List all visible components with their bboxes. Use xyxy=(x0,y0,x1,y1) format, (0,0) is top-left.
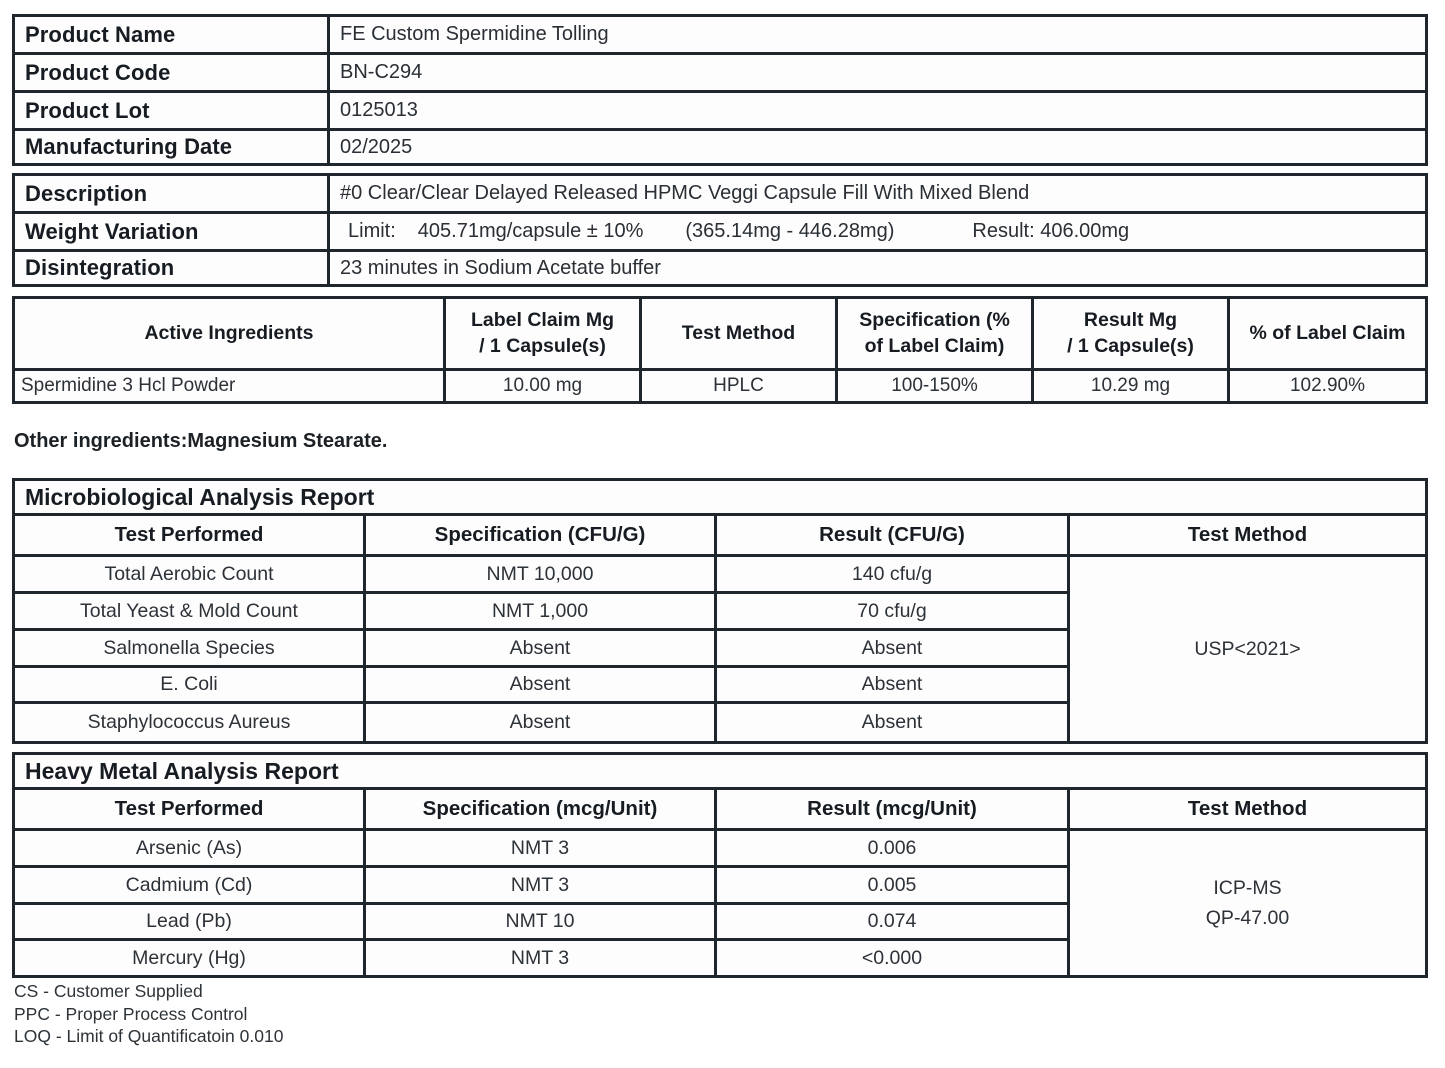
heavy-metal-analysis-table xyxy=(12,752,1428,978)
header-active-ingredients-line1: Active Ingredients xyxy=(144,321,314,344)
cell-result-mg: 10.29 mg xyxy=(1034,371,1230,401)
product-code-value: BN-C294 xyxy=(340,61,423,83)
cell-test-method: HPLC xyxy=(642,371,838,401)
micro-test-column xyxy=(15,557,366,741)
cell-percent-label-claim: 102.90% xyxy=(1289,375,1365,396)
header-micro-result: Result (CFU/G) xyxy=(717,516,1070,554)
weight-variation-value xyxy=(330,214,1425,249)
header-percent-label-claim xyxy=(1230,299,1425,368)
manufacturing-date-label: Manufacturing Date xyxy=(15,131,330,163)
header-label-claim-line2: / 1 Capsule(s) xyxy=(479,334,606,357)
other-ingredients-text: Other ingredients:Magnesium Stearate. xyxy=(14,430,388,452)
product-name-label: Product Name xyxy=(15,17,330,52)
cell-label-claim: 10.00 mg xyxy=(446,371,642,401)
cell-metal-spec: NMT 3 xyxy=(366,831,714,868)
table-header-row xyxy=(15,299,1425,371)
description-value: #0 Clear/Clear Delayed Released HPMC Veggi Capsule Fill With Mixed Blend xyxy=(340,182,1030,204)
cell-metal-spec: NMT 3 xyxy=(366,868,714,905)
cell-metal-test-method xyxy=(1070,831,1425,975)
metal-test-column xyxy=(15,831,366,975)
cell-metal-test: Arsenic (As) xyxy=(15,831,363,868)
product-info-table xyxy=(12,14,1428,166)
micro-test-method-value: USP<2021> xyxy=(1194,637,1301,660)
product-lot-label: Product Lot xyxy=(15,93,330,128)
cell-metal-test: Mercury (Hg) xyxy=(132,946,246,969)
weight-result-value: Result: 406.00mg xyxy=(972,220,1130,242)
cell-micro-test-method xyxy=(1070,557,1425,741)
micro-spec-column xyxy=(366,557,717,741)
cell-micro-spec: NMT 10,000 xyxy=(366,557,714,594)
product-name-value: FE Custom Spermidine Tolling xyxy=(340,23,609,45)
header-label-claim xyxy=(446,299,642,368)
product-code-label: Product Code xyxy=(15,55,330,90)
disintegration-value: 23 minutes in Sodium Acetate buffer xyxy=(340,256,661,279)
cell-micro-spec: Absent xyxy=(366,631,714,668)
description-table xyxy=(12,173,1428,287)
cell-ingredient-name: Spermidine 3 Hcl Powder xyxy=(15,371,446,401)
heavy-metal-title: Heavy Metal Analysis Report xyxy=(25,757,339,784)
cell-micro-result: 70 cfu/g xyxy=(717,594,1067,631)
header-micro-test-method: Test Method xyxy=(1187,523,1308,546)
product-lot-value: 0125013 xyxy=(340,99,418,121)
weight-range-value: (365.14mg - 446.28mg) xyxy=(685,220,895,242)
cell-micro-result: Absent xyxy=(861,711,923,733)
table-header-row xyxy=(15,790,1425,831)
table-row xyxy=(15,131,1425,163)
header-specification xyxy=(838,299,1034,368)
header-specification-line2: of Label Claim) xyxy=(864,334,1005,357)
cell-micro-result: Absent xyxy=(717,631,1067,668)
cell-micro-spec: Absent xyxy=(509,711,571,733)
header-result-mg-line2: / 1 Capsule(s) xyxy=(1067,334,1194,357)
header-percent-label-claim-line1: % of Label Claim xyxy=(1249,321,1406,344)
cell-metal-spec: NMT 10 xyxy=(366,905,714,941)
heavy-metal-body xyxy=(15,831,1425,975)
microbiological-title: Microbiological Analysis Report xyxy=(25,483,375,510)
micro-result-column xyxy=(717,557,1070,741)
cell-micro-spec: Absent xyxy=(366,668,714,704)
microbiological-title-row xyxy=(15,481,1425,516)
weight-limit-value: 405.71mg/capsule ± 10% xyxy=(417,220,644,242)
cell-micro-test: Total Yeast & Mold Count xyxy=(15,594,363,631)
active-ingredients-table xyxy=(12,296,1428,404)
header-result-mg xyxy=(1034,299,1230,368)
cell-metal-result: 0.006 xyxy=(717,831,1067,868)
metal-result-column xyxy=(717,831,1070,975)
table-row xyxy=(15,93,1425,131)
cell-micro-result: 140 cfu/g xyxy=(717,557,1067,594)
cell-micro-test: Staphylococcus Aureus xyxy=(87,711,291,733)
cell-micro-spec: NMT 1,000 xyxy=(366,594,714,631)
table-row xyxy=(15,55,1425,93)
header-micro-test-performed: Test Performed xyxy=(15,516,366,554)
cell-metal-spec: NMT 3 xyxy=(510,946,570,969)
cell-micro-result: Absent xyxy=(717,668,1067,704)
table-row xyxy=(15,252,1425,284)
metal-test-method-line2: QP-47.00 xyxy=(1205,907,1290,929)
description-label: Description xyxy=(15,176,330,211)
legend-item-ppc: PPC - Proper Process Control xyxy=(14,1003,248,1024)
header-test-method xyxy=(642,299,838,368)
header-specification-line1: Specification (% xyxy=(859,308,1010,331)
cell-metal-result: <0.000 xyxy=(861,946,923,969)
header-active-ingredients xyxy=(15,299,446,368)
header-label-claim-line1: Label Claim Mg xyxy=(470,308,615,331)
cell-micro-test: Salmonella Species xyxy=(15,631,363,668)
legend-footnotes xyxy=(14,980,283,1048)
cell-specification: 100-150% xyxy=(838,371,1034,401)
header-metal-test-method: Test Method xyxy=(1187,797,1308,820)
table-row xyxy=(15,214,1425,252)
table-header-row xyxy=(15,516,1425,557)
legend-item-loq: LOQ - Limit of Quantificatoin 0.010 xyxy=(14,1026,284,1046)
cell-metal-test: Lead (Pb) xyxy=(15,905,363,941)
weight-limit-label: Limit: xyxy=(348,220,396,242)
cell-metal-result: 0.074 xyxy=(717,905,1067,941)
header-test-method-line1: Test Method xyxy=(681,321,796,344)
weight-variation-label: Weight Variation xyxy=(15,214,330,249)
header-metal-specification: Specification (mcg/Unit) xyxy=(366,790,717,828)
header-result-mg-line1: Result Mg xyxy=(1083,308,1178,331)
legend-item-cs: CS - Customer Supplied xyxy=(14,981,203,1001)
table-row xyxy=(15,17,1425,55)
header-micro-specification: Specification (CFU/G) xyxy=(366,516,717,554)
microbiological-analysis-table xyxy=(12,478,1428,744)
metal-spec-column xyxy=(366,831,717,975)
heavy-metal-title-row xyxy=(15,755,1425,790)
manufacturing-date-value: 02/2025 xyxy=(340,135,413,158)
cell-metal-test: Cadmium (Cd) xyxy=(15,868,363,905)
cell-micro-test: Total Aerobic Count xyxy=(15,557,363,594)
cell-metal-result: 0.005 xyxy=(717,868,1067,905)
metal-test-method-line1: ICP-MS xyxy=(1213,876,1282,899)
table-row xyxy=(15,371,1425,401)
disintegration-label: Disintegration xyxy=(15,252,330,284)
header-metal-test-performed: Test Performed xyxy=(15,790,366,828)
table-row xyxy=(15,176,1425,214)
header-metal-result: Result (mcg/Unit) xyxy=(717,790,1070,828)
cell-micro-test: E. Coli xyxy=(15,668,363,704)
microbiological-body xyxy=(15,557,1425,741)
